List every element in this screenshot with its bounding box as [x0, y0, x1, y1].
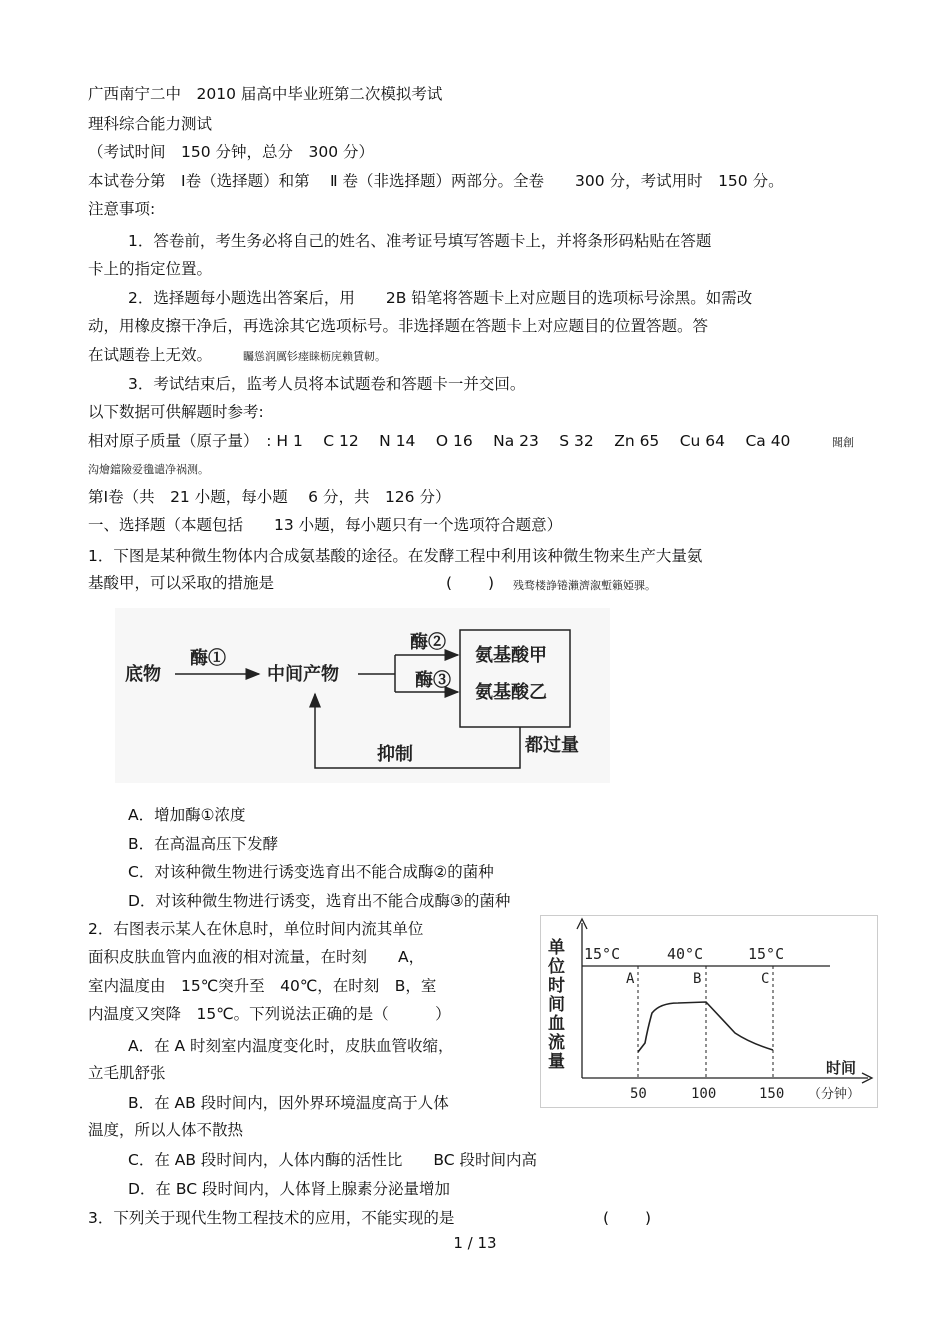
- amino-acid-a-label: 氨基酸甲: [475, 645, 547, 665]
- marker-a: A: [626, 971, 635, 987]
- section-title: 一、选择题（本题包括 13 小题，每小题只有一个选项符合题意）: [88, 516, 563, 534]
- q2-option-a: A．在 A 时刻室内温度变化时，皮肤血管收缩，: [128, 1037, 454, 1055]
- q2-stem-2: 面积皮肤血管内血液的相对流量，在时刻 A，: [88, 948, 425, 966]
- q2-option-b-cont: 温度，所以人体不散热: [88, 1121, 244, 1139]
- note-1-cont: 卡上的指定位置。: [88, 260, 213, 278]
- q1-answer-paren: ( ): [446, 574, 495, 592]
- temp-label-2: 40°C: [667, 945, 704, 963]
- q3-stem: 3．下列关于现代生物工程技术的应用，不能实现的是: [88, 1209, 455, 1227]
- intermediate-label: 中间产物: [267, 664, 339, 684]
- q1-stem: 1．下图是某种微生物体内合成氨基酸的途径。在发酵工程中利用该种微生物来生产大量氨: [88, 547, 703, 565]
- x-axis-unit: （分钟）: [808, 1087, 861, 1102]
- ylabel-char-7: 量: [548, 1052, 565, 1072]
- amino-acid-pathway-diagram: [115, 608, 610, 783]
- q1-option-d: D．对该种微生物进行诱变，选育出不能合成酶③的菌种: [128, 892, 511, 910]
- reference-intro: 以下数据可供解题时参考:: [88, 403, 264, 421]
- q2-option-d: D．在 BC 段时间内，人体肾上腺素分泌量增加: [128, 1180, 450, 1198]
- q1-option-b: B．在高温高压下发酵: [128, 835, 279, 853]
- q2-option-c: C．在 AB 段时间内，人体内酶的活性比 BC 段时间内高: [128, 1151, 538, 1169]
- exam-time: （考试时间 150 分钟，总分 300 分）: [88, 143, 375, 161]
- tick-50: 50: [630, 1086, 647, 1102]
- atomic-garble: 聞創: [832, 436, 854, 449]
- ylabel-char-2: 位: [548, 957, 565, 977]
- note-2-cont: 动，用橡皮擦干净后，再选涂其它选项标号。非选择题在答题卡上对应题目的位置答题。答: [88, 317, 709, 335]
- temp-label-3: 15°C: [748, 945, 785, 963]
- q1-option-c: C．对该种微生物进行诱变选育出不能合成酶②的菌种: [128, 863, 494, 881]
- tick-150: 150: [759, 1086, 785, 1102]
- exam-intro: 本试卷分第 Ⅰ卷（选择题）和第 Ⅱ 卷（非选择题）两部分。全卷 300 分，考试用时 150 分。: [88, 172, 784, 190]
- amino-acid-b-label: 氨基酸乙: [475, 682, 547, 702]
- blood-flow-graph: [540, 915, 878, 1108]
- note-2-garble: 矚慫润厲钐瘗睐枥庑赖賃軔。: [243, 350, 386, 363]
- enzyme3-label: 酶③: [415, 670, 451, 690]
- q2-option-b: B．在 AB 段时间内，因外界环境温度高于人体: [128, 1094, 449, 1112]
- q2-stem-4: 内温度又突降 15℃。下列说法正确的是（ ）: [88, 1005, 451, 1023]
- exam-title: 广西南宁二中 2010 届高中毕业班第二次模拟考试: [88, 85, 443, 103]
- ylabel-char-4: 间: [548, 995, 565, 1015]
- temp-label-1: 15°C: [584, 945, 621, 963]
- q3-answer-paren: ( ): [603, 1209, 652, 1227]
- exam-subtitle: 理科综合能力测试: [88, 115, 213, 133]
- marker-c: C: [761, 971, 770, 987]
- notice-title: 注意事项:: [88, 200, 156, 218]
- note-3: 3．考试结束后，监考人员将本试题卷和答题卡一并交回。: [128, 375, 526, 393]
- note-1: 1．答卷前，考生务必将自己的姓名、准考证号填写答题卡上，并将条形码粘贴在答题: [128, 232, 712, 250]
- feedback-arrow: [315, 694, 520, 768]
- ylabel-char-6: 流: [548, 1033, 565, 1053]
- enzyme2-label: 酶②: [410, 632, 446, 652]
- note-2-end: 在试题卷上无效。: [88, 346, 213, 364]
- x-axis-label: 时间: [826, 1059, 857, 1077]
- q2-stem: 2．右图表示某人在休息时，单位时间内流其单位: [88, 920, 424, 938]
- ylabel-char-1: 单: [548, 938, 565, 958]
- tick-100: 100: [691, 1086, 717, 1102]
- page-number: 1 / 13: [453, 1234, 497, 1252]
- ylabel-char-3: 时: [548, 976, 565, 996]
- inhibit-label: 抑制: [377, 744, 413, 764]
- marker-b: B: [693, 971, 702, 987]
- part1-title: 第Ⅰ卷（共 21 小题，每小题 6 分，共 126 分）: [88, 488, 451, 506]
- q2-option-a-cont: 立毛肌舒张: [88, 1064, 166, 1082]
- excess-label: 都过量: [525, 735, 579, 755]
- q2-stem-3: 室内温度由 15℃突升至 40℃，在时刻 B，室: [88, 977, 437, 995]
- ylabel-char-5: 血: [548, 1014, 565, 1034]
- atomic-masses: 相对原子质量（原子量） : H 1 C 12 N 14 O 16 Na 23 S 32 Zn 65 Cu 64 Ca 40: [88, 432, 791, 450]
- note-2: 2．选择题每小题选出答案后，用 2B 铅笔将答题卡上对应题目的选项标号涂黑。如需改: [128, 289, 753, 307]
- q1-stem-cont: 基酸甲，可以采取的措施是: [88, 574, 275, 592]
- atomic-garble-2: 沟燴鐺險爱氇谴净祸测。: [88, 463, 209, 476]
- q1-garble: 残骛楼諍锩瀨濟溆塹籟婭骒。: [513, 579, 656, 592]
- enzyme1-label: 酶①: [190, 648, 226, 668]
- q1-option-a: A．增加酶①浓度: [128, 806, 246, 824]
- substrate-label: 底物: [125, 664, 161, 684]
